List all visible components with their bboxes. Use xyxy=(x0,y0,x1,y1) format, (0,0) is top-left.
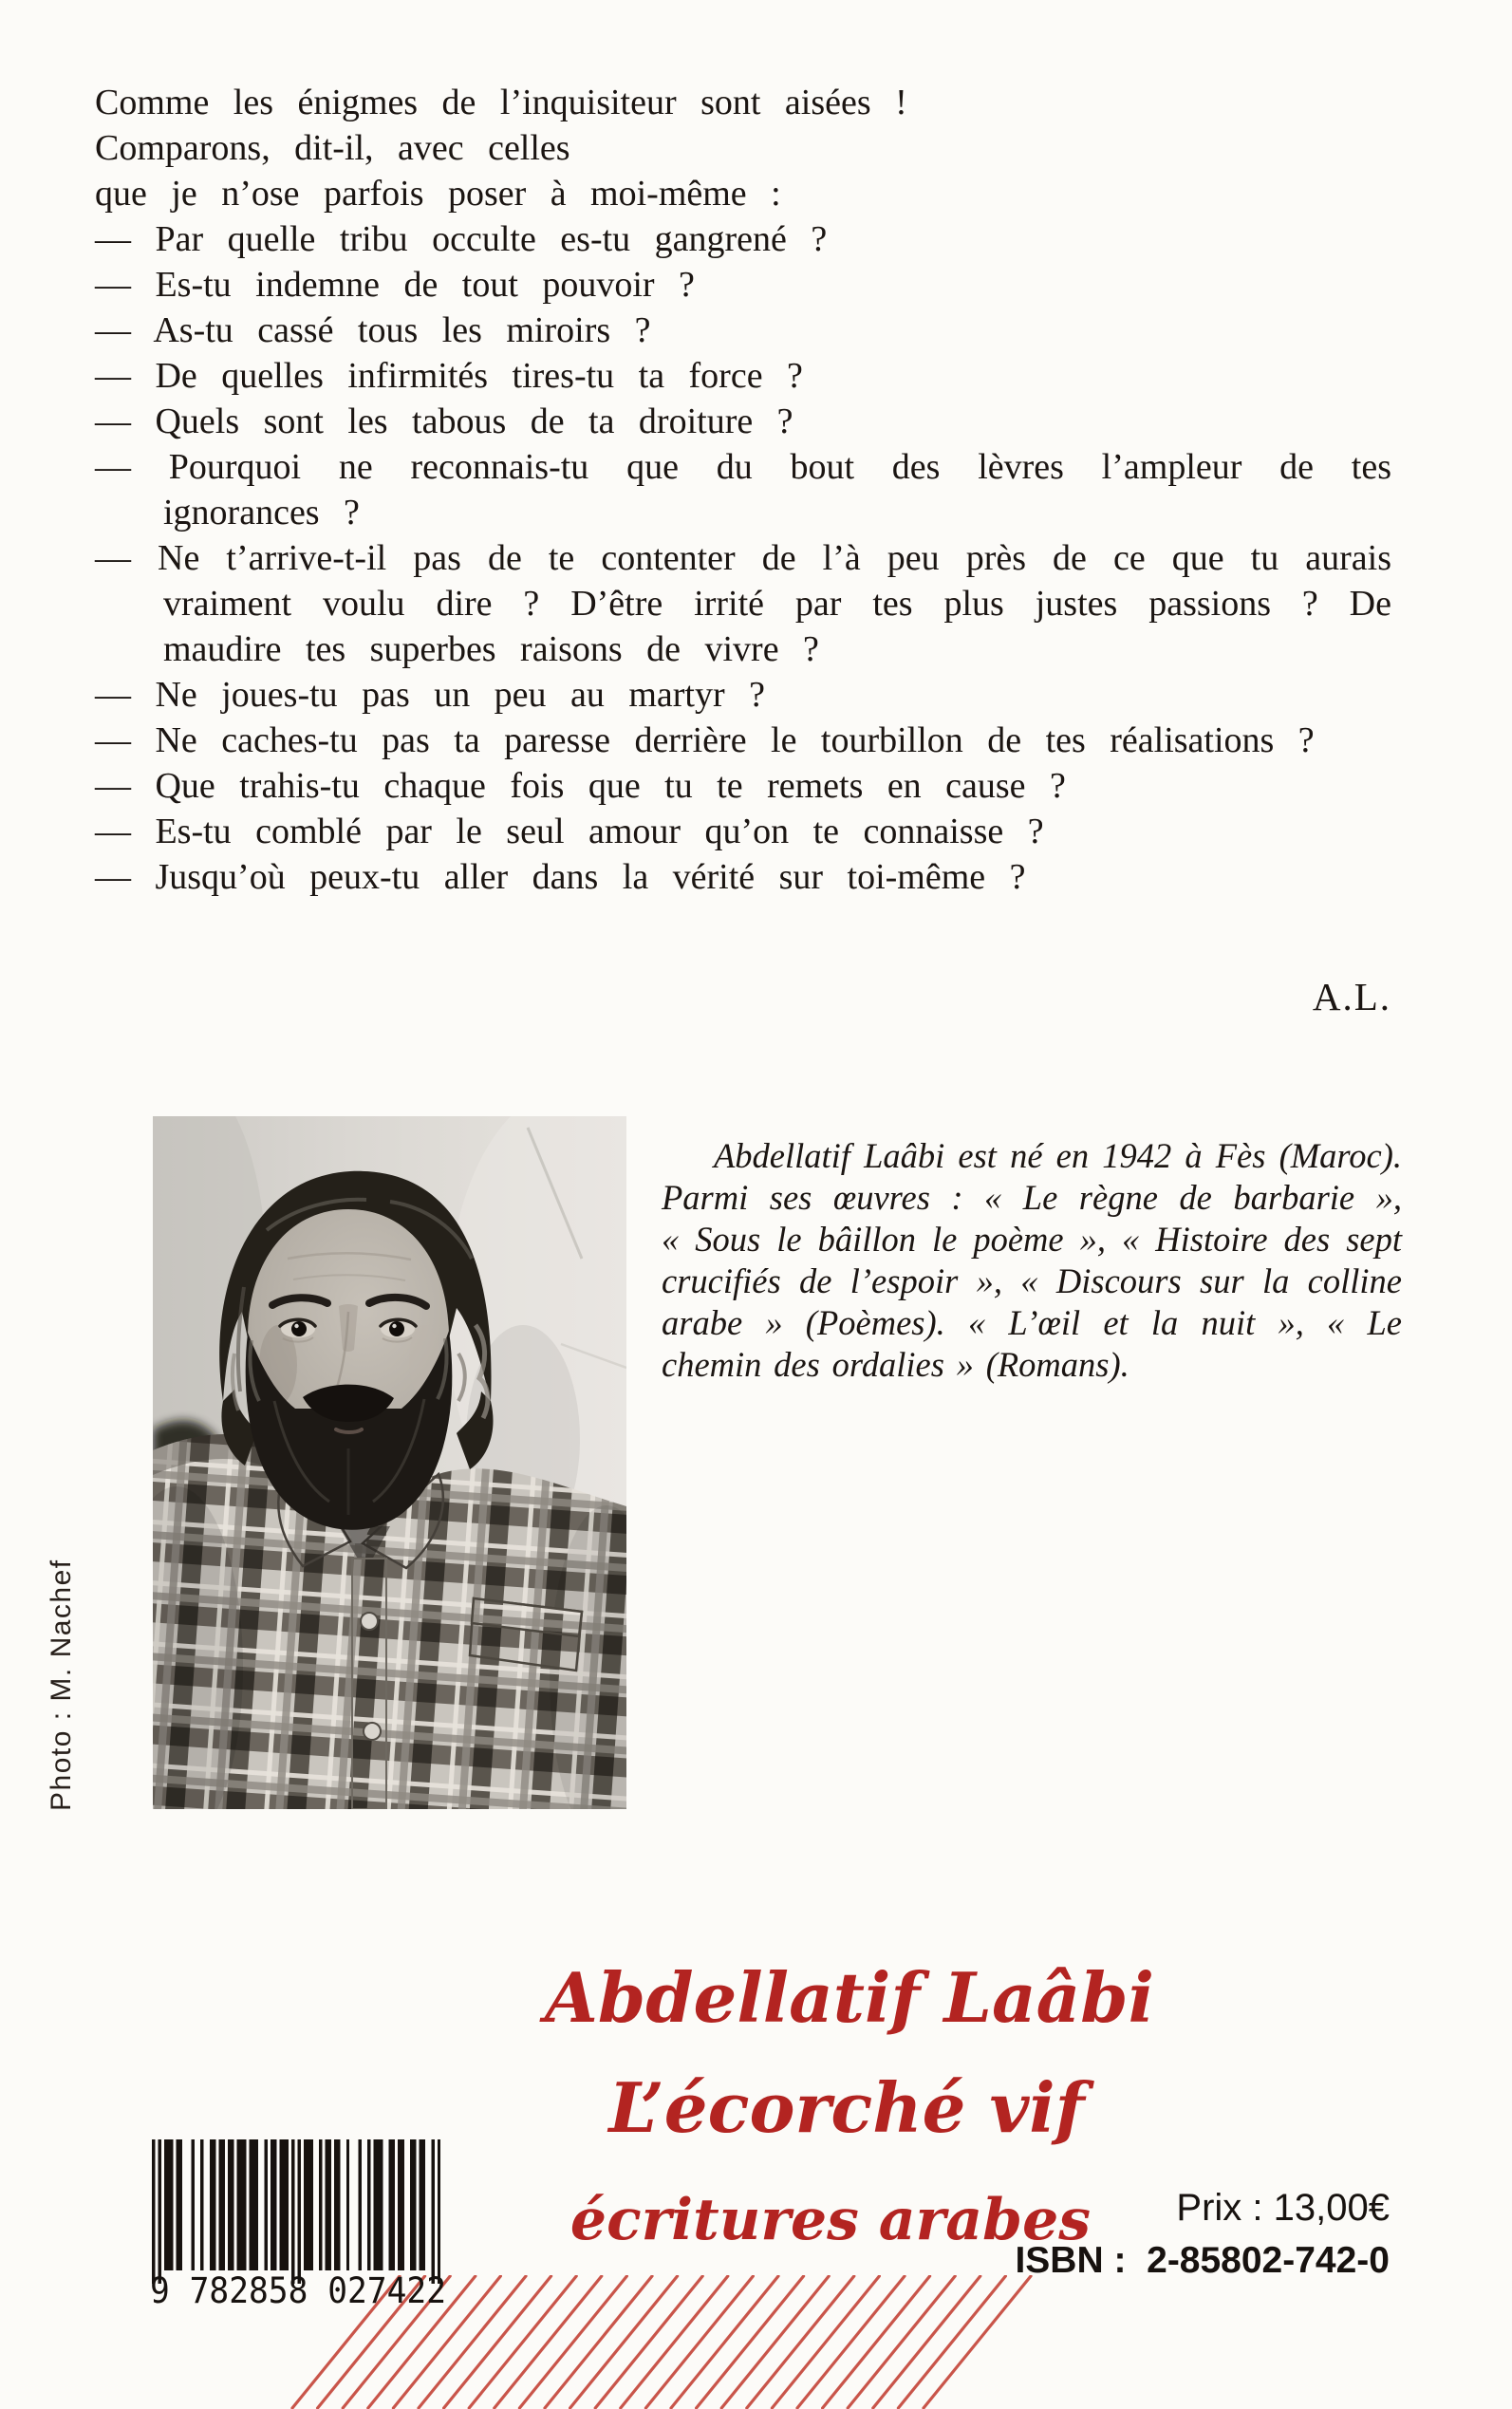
author-initials: A.L. xyxy=(1312,975,1391,1018)
blurb-line: que je n’ose parfois poser à moi-même : xyxy=(95,174,781,214)
author-portrait-photo xyxy=(153,1116,626,1809)
isbn-label: ISBN : 2-85802-742-0 xyxy=(1015,2240,1390,2281)
barcode-digits: 9 782858 027422 xyxy=(150,2270,446,2306)
blurb-line: — Ne caches-tu pas ta paresse derrière le tourbillon de tes réalisations ? xyxy=(95,720,1315,760)
publisher-name: écritures arabes xyxy=(569,2187,1092,2253)
author-bio: Abdellatif Laâbi est né en 1942 à Fès (Maroc). Parmi ses œuvres : « Le règne de barbarie », « Sous le bâillon le poème », « Histoire des sept crucifiés de l’espoir », « Discours sur la colline arabe » (Poèmes). « L’œil et la nuit », « Le chemin des ordalies » (Romans). xyxy=(662,1136,1402,1384)
blurb-line: — Que trahis-tu chaque fois que tu te remets en cause ? xyxy=(95,766,1066,806)
ean-barcode xyxy=(148,2138,452,2306)
back-cover-blurb xyxy=(95,80,1391,900)
author-name-calligraphy: Abdellatif Laâbi xyxy=(545,1957,1154,2038)
price-label: Prix : 13,00€ xyxy=(1176,2187,1390,2229)
barcode-bars xyxy=(152,2139,440,2284)
blurb-line: — Es-tu indemne de tout pouvoir ? xyxy=(95,265,695,305)
blurb-line: — Es-tu comblé par le seul amour qu’on te connaisse ? xyxy=(95,812,1044,851)
book-title-calligraphy: L’écorché vif xyxy=(608,2067,1085,2148)
blurb-line: — Ne t’arrive-t-il pas de te contenter de l’à peu près de ce que tu aurais vraiment voulu dire ? D’être irrité par tes plus justes passions ? De maudire tes superbes raisons de vivre ? xyxy=(95,538,1391,669)
blurb-line: — Quels sont les tabous de ta droiture ? xyxy=(95,402,793,441)
blurb-line: — As-tu cassé tous les miroirs ? xyxy=(95,310,651,350)
blurb-line: Comparons, dit-il, avec celles xyxy=(95,128,570,168)
blurb-line: — Ne joues-tu pas un peu au martyr ? xyxy=(95,675,765,715)
blurb-line: — De quelles infirmités tires-tu ta force ? xyxy=(95,356,803,396)
blurb-line: — Par quelle tribu occulte es-tu gangrené ? xyxy=(95,219,828,259)
photo-credit: Photo : M. Nachef xyxy=(46,1559,77,1811)
blurb-line: — Jusqu’où peux-tu aller dans la vérité sur toi-même ? xyxy=(95,857,1026,897)
blurb-line: — Pourquoi ne reconnais-tu que du bout des lèvres l’ampleur de tes ignorances ? xyxy=(95,447,1391,532)
blurb-line: Comme les énigmes de l’inquisiteur sont aisées ! xyxy=(95,83,907,122)
